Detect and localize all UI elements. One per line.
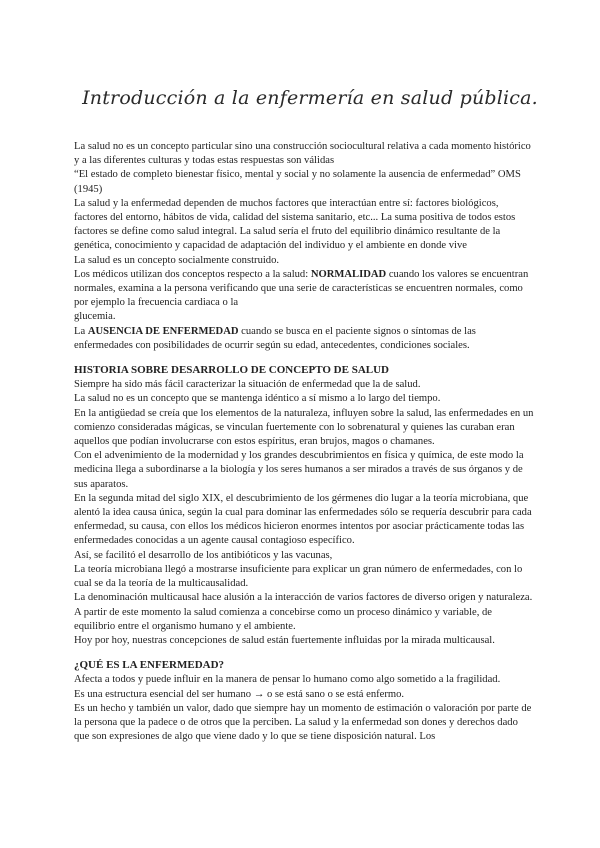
text-run: cuando los valores se encuentran normales, examina a la persona verificando que una serie de características se encuentren normales, como por ejemplo la frecuencia cardiaca o la [74,268,529,309]
normalidad-term: NORMALIDAD [310,268,387,280]
intro-paragraph: La salud es un concepto socialmente construido. [74,254,280,266]
historia-heading: HISTORIA SOBRE DESARROLLO DE CONCEPTO DE SALUD [74,364,390,377]
text-run: La [74,325,88,337]
text-run: cuando se busca en el paciente signos o síntomas de las enfermedades con posibilidades de ocurrir según su edad, antecedentes, condiciones sociales. [74,325,476,351]
document-title: Introducción a la enfermería en salud pública. [82,87,538,109]
oms-definition: “El estado de completo bienestar físico, mental y social y no solamente la ausencia de enfermedad” OMS (1945) [74,169,521,195]
historia-paragraph: La salud no es un concepto que se mantenga idéntico a sí mismo a lo largo del tiempo. [74,393,441,405]
enfermedad-heading: ¿QUÉ ES LA ENFERMEDAD? [74,659,225,672]
enfermedad-paragraph: Afecta a todos y puede influir en la manera de pensar lo humano como algo sometido a la fragilidad. [74,674,501,686]
intro-paragraph: La salud no es un concepto particular sino una construcción sociocultural relativa a cada momento histórico y a las diferentes culturas y todas estas respuestas son válidas [74,141,531,167]
historia-paragraph: Con el advenimiento de la modernidad y los grandes descubrimientos en física y química, de este modo la medicina llega a subordinarse a la biología y los seres humanos a ser mirados a través de sus órganos y de sus aparatos. [74,450,524,490]
ausencia-paragraph [74,325,534,353]
historia-paragraph: La teoría microbiana llegó a mostrarse insuficiente para explicar un gran número de enfermedades, con lo cual se da la teoría de la multicausalidad. [74,563,523,590]
text-run: Los médicos utilizan dos conceptos respecto a la salud: [74,268,311,280]
enfermedad-paragraph: Es una estructura esencial del ser humano → o se está sano o se está enfermo. [74,688,405,700]
normalidad-paragraph [74,268,534,311]
historia-paragraph: La denominación multicausal hace alusión a la interacción de varios factores de diverso origen y naturaleza. A partir de este momento la salud comienza a concebirse como un proceso dinámico y variable, de equilibrio entre el organismo humano y el ambiente. [74,592,533,632]
historia-paragraph: Hoy por hoy, nuestras concepciones de salud están fuertemente influidas por la mirada multicausal. [74,634,495,646]
enfermedad-paragraph: Es un hecho y también un valor, dado que siempre hay un momento de estimación o valoración por parte de la persona que la padece o de otros que la perciben. La salud y la enfermedad son dones y derechos dado que son expresiones de algo que viene dado y lo que se tiene disposición natural. Los [74,702,532,743]
historia-paragraph: En la segunda mitad del siglo XIX, el descubrimiento de los gérmenes dio lugar a la teoría microbiana, que alentó la idea causa única, según la cual para dominar las enfermedades sólo se requería descubrir para cada enfermedad, su causa, con ellos los médicos hicieron enormes intentos por asociar prácticamente todas las enfermedades conocidas a un agente causal contagioso específico. [74,492,532,547]
document-body [74,140,534,744]
historia-paragraph: Siempre ha sido más fácil caracterizar la situación de enfermedad que la de salud. [74,379,421,391]
intro-paragraph: La salud y la enfermedad dependen de muchos factores que interactúan entre sí: factores biológicos, factores del entorno, hábitos de vida, calidad del sistema sanitario, etc... La suma positiva de todos estos factores se define como salud integral. La salud sería el fruto del equilibrio dinámico resultante de la genética, conocimiento y capacidad de adaptación del individuo y el ambiente en donde vive [74,197,516,252]
historia-paragraph: En la antigüedad se creía que los elementos de la naturaleza, influyen sobre la salud, las enfermedades en un comienzo consideradas mágicas, se vinculan fuertemente con lo sobrenatural y quienes las curaban eran aquellos que podían involucrarse con estos espíritus, eran brujos, magos o chamanes. [74,407,534,448]
historia-paragraph: Así, se facilitó el desarrollo de los antibióticos y las vacunas, [74,549,333,561]
ausencia-term: AUSENCIA DE ENFERMEDAD [87,325,239,337]
normalidad-tail: glucemia. [74,311,116,323]
